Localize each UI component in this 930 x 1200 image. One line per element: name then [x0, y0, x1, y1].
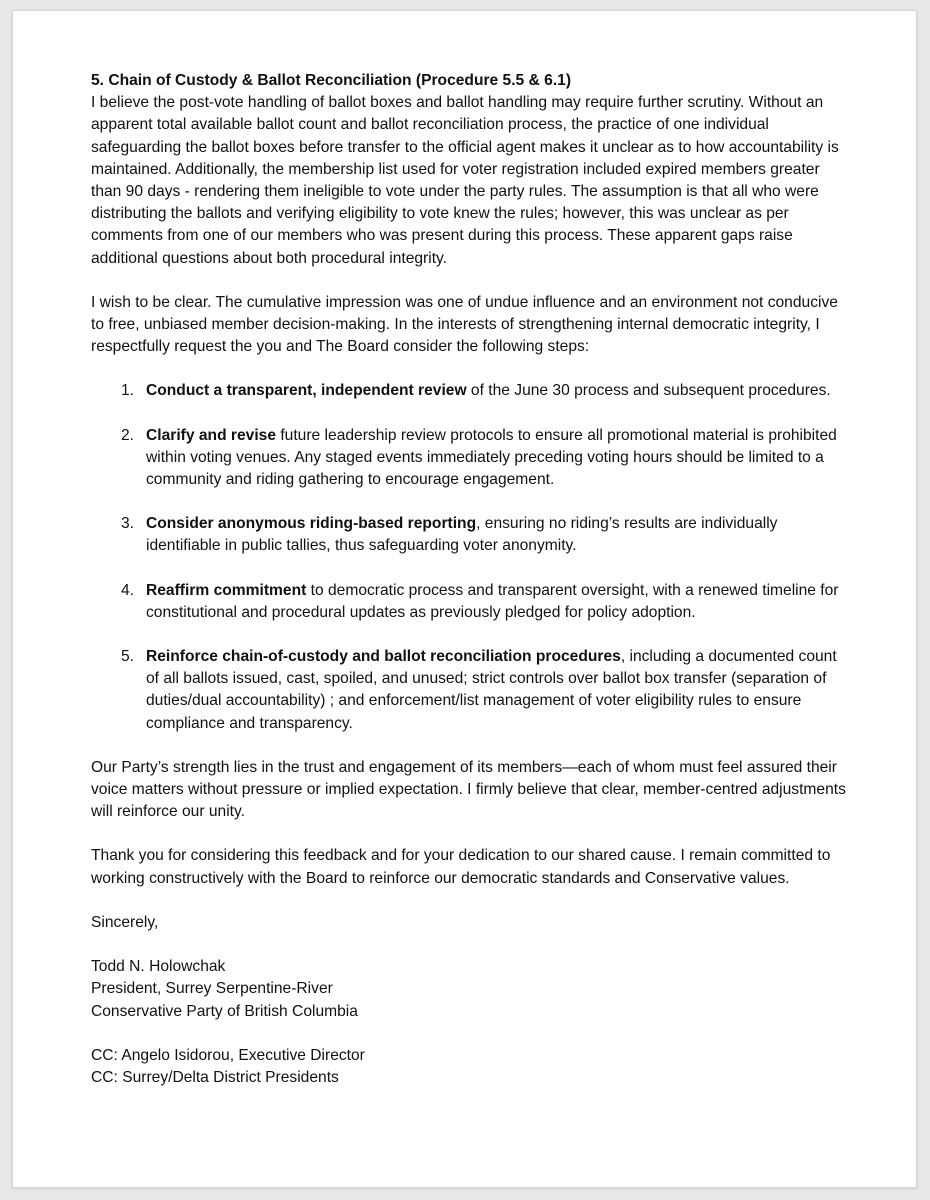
- list-item: [91, 425, 851, 492]
- list-item-bold: Conduct a transparent, independent review: [146, 382, 467, 400]
- list-item: [91, 646, 851, 735]
- requested-steps-list: [91, 380, 851, 734]
- signer-title: President, Surrey Serpentine-River: [91, 980, 333, 998]
- list-item-text: future leadership review protocols to ensure all promotional material is prohibited within voting venues. Any staged events immediately preceding voting hours should be limited to a community and riding gathering to encourage engagement.: [146, 426, 837, 489]
- list-item-bold: Consider anonymous riding-based reporting: [146, 515, 477, 533]
- document-page: [12, 10, 917, 1188]
- cc-block: [91, 1045, 851, 1089]
- list-item-number: 1.: [121, 382, 135, 400]
- cc-line: CC: Surrey/Delta District Presidents: [91, 1068, 339, 1086]
- paragraph-thanks: Thank you for considering this feedback and for your dedication to our shared cause. I remain committed to working constructively with the Board to reinforce our democratic standards and Conservative values.: [91, 847, 831, 887]
- list-item-number: 4.: [121, 581, 135, 599]
- list-item-text: , including a documented count of all ballots issued, cast, spoiled, and unused; strict controls over ballot box transfer (separation of duties/dual accountability) ; and enforcement/list management of voter eligibility rules to ensure compliance and transparency.: [146, 648, 837, 732]
- list-item: [91, 380, 851, 402]
- list-item-text: to democratic process and transparent oversight, with a renewed timeline for constitutional and procedural updates as previously pledged for policy adoption.: [146, 581, 839, 621]
- signer-organization: Conservative Party of British Columbia: [91, 1002, 358, 1020]
- list-item: [91, 513, 851, 557]
- paragraph-closing: Our Party’s strength lies in the trust and engagement of its members—each of whom must feel assured their voice matters without pressure or implied expectation. I firmly believe that clear, member-centred adjustments will reinforce our unity.: [91, 758, 846, 821]
- list-item-number: 5.: [121, 648, 135, 666]
- list-item-bold: Clarify and revise: [146, 426, 277, 444]
- sign-off: Sincerely,: [91, 913, 159, 931]
- list-item-text: of the June 30 process and subsequent procedures.: [466, 382, 831, 400]
- list-item: [91, 580, 851, 624]
- cc-line: CC: Angelo Isidorou, Executive Director: [91, 1046, 365, 1064]
- list-item-number: 2.: [121, 426, 135, 444]
- paragraph-request: I wish to be clear. The cumulative impression was one of undue influence and an environment not conducive to free, unbiased member decision-making. In the interests of strengthening internal democratic integrity, I respectfully request the you and The Board consider the following steps:: [91, 293, 838, 356]
- list-item-number: 3.: [121, 515, 135, 533]
- list-item-bold: Reinforce chain-of-custody and ballot reconciliation procedures: [146, 648, 621, 666]
- section-heading: 5. Chain of Custody & Ballot Reconciliation (Procedure 5.5 & 6.1): [91, 72, 572, 89]
- paragraph-chain-of-custody: I believe the post-vote handling of ballot boxes and ballot handling may require further scrutiny. Without an apparent total available ballot count and ballot reconciliation process, the practice of one individual safeguarding the ballot boxes before transfer to the official agent makes it unclear as to how accountability is maintained. Additionally, the membership list used for voter registration included expired members greater than 90 days - rendering them ineligible to vote under the party rules. The assumption is that all who were distributing the ballots and verifying eligibility to vote knew the rules; however, this was unclear as per comments from one of our members who was present during this process. These apparent gaps raise additional questions about both procedural integrity.: [91, 94, 839, 267]
- list-item-text: , ensuring no riding’s results are individually identifiable in public tallies, thus safeguarding voter anonymity.: [146, 515, 778, 555]
- signature-block: [91, 956, 851, 1023]
- signer-name: Todd N. Holowchak: [91, 958, 226, 976]
- list-item-bold: Reaffirm commitment: [146, 581, 307, 599]
- letter-body: [91, 70, 851, 1089]
